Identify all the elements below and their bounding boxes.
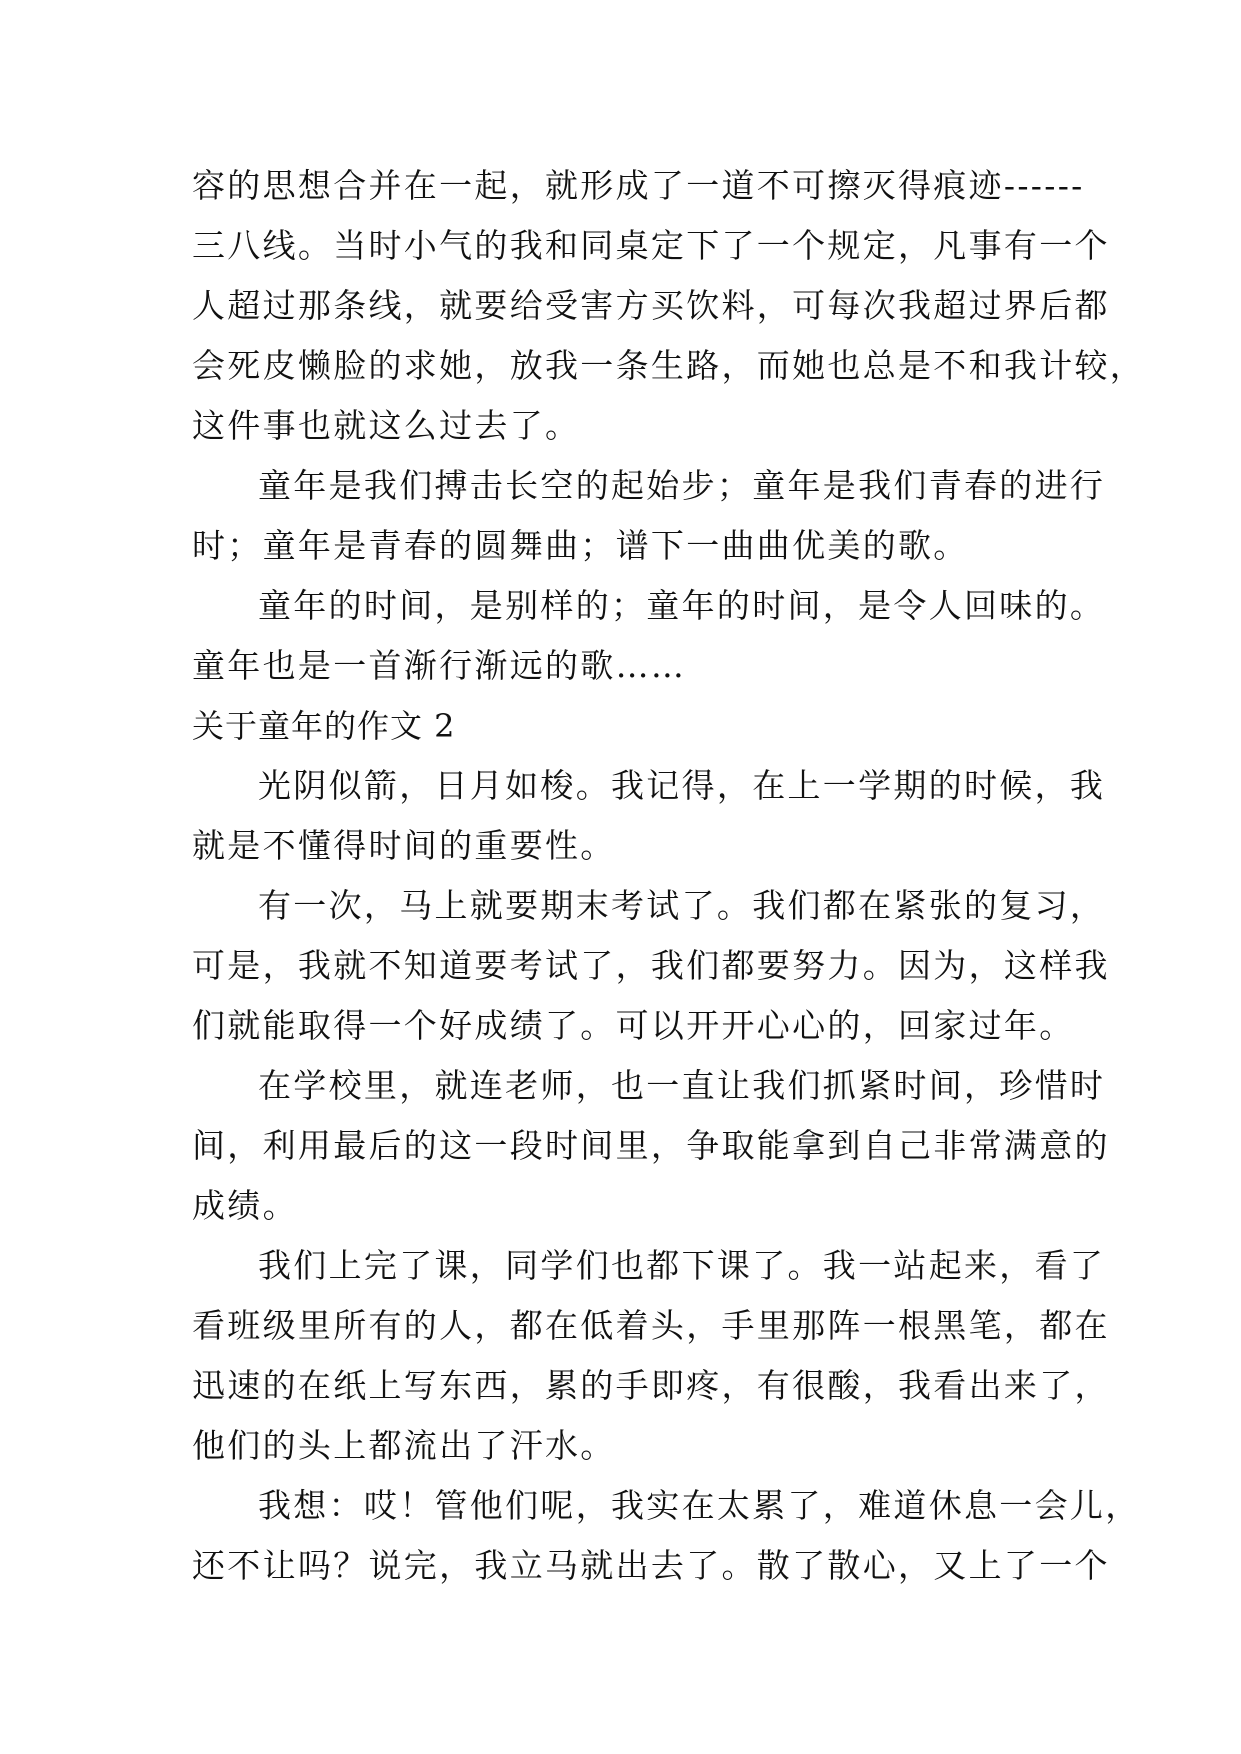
text-line: 可是，我就不知道要考试了，我们都要努力。因为，这样我 bbox=[192, 946, 1110, 985]
paragraph-start: 光阴似箭，日月如梭。我记得，在上一学期的时候，我 bbox=[258, 766, 1106, 805]
text-line: 们就能取得一个好成绩了。可以开开心心的，回家过年。 bbox=[192, 1006, 1075, 1045]
section-heading: 关于童年的作文 2 bbox=[192, 707, 456, 745]
text-line: 迅速的在纸上写东西，累的手即疼，有很酸，我看出来了， bbox=[192, 1366, 1110, 1405]
text-line: 时；童年是青春的圆舞曲；谱下一曲曲优美的歌。 bbox=[192, 526, 969, 565]
text-line: 会死皮懒脸的求她，放我一条生路，而她也总是不和我计较， bbox=[192, 346, 1146, 385]
paragraph-start: 童年是我们搏击长空的起始步；童年是我们青春的进行 bbox=[258, 466, 1106, 505]
paragraph-start: 有一次，马上就要期末考试了。我们都在紧张的复习， bbox=[258, 886, 1106, 925]
paragraph-start: 我们上完了课，同学们也都下课了。我一站起来，看了 bbox=[258, 1246, 1106, 1285]
text-line: 成绩。 bbox=[192, 1186, 298, 1225]
text-line: 人超过那条线，就要给受害方买饮料，可每次我超过界后都 bbox=[192, 286, 1110, 325]
text-line: 看班级里所有的人，都在低着头，手里那阵一根黑笔，都在 bbox=[192, 1306, 1110, 1345]
text-line: 间，利用最后的这一段时间里，争取能拿到自己非常满意的 bbox=[192, 1126, 1110, 1165]
paragraph-start: 在学校里，就连老师，也一直让我们抓紧时间，珍惜时 bbox=[258, 1066, 1106, 1105]
text-line: 三八线。当时小气的我和同桌定下了一个规定，凡事有一个 bbox=[192, 226, 1110, 265]
text-line: 童年也是一首渐行渐远的歌…… bbox=[192, 646, 687, 685]
text-line: 他们的头上都流出了汗水。 bbox=[192, 1426, 616, 1465]
text-line: 这件事也就这么过去了。 bbox=[192, 406, 581, 445]
text-line: 还不让吗？说完，我立马就出去了。散了散心，又上了一个 bbox=[192, 1546, 1110, 1585]
paragraph-start: 童年的时间，是别样的；童年的时间，是令人回味的。 bbox=[258, 586, 1106, 625]
paragraph-start: 我想：哎！管他们呢，我实在太累了，难道休息一会儿， bbox=[258, 1486, 1141, 1525]
text-line: 容的思想合并在一起，就形成了一道不可擦灭得痕迹------ bbox=[192, 166, 1085, 205]
text-line: 就是不懂得时间的重要性。 bbox=[192, 826, 616, 865]
